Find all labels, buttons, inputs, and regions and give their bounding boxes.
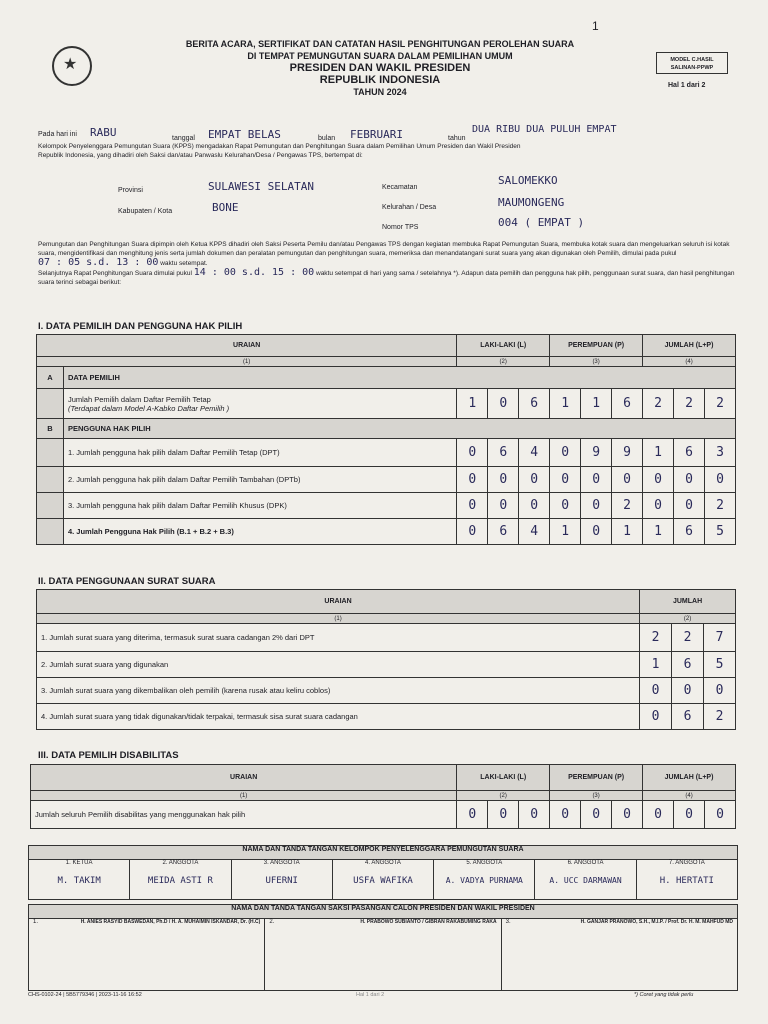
row-b3-label: 3. Jumlah pengguna hak pilih dalam Daftar Pemilih Khusus (DPK) bbox=[63, 493, 456, 519]
value-kelurahan: MAUMONGENG bbox=[498, 196, 565, 209]
digit-cell: 0 bbox=[643, 493, 674, 519]
sig-role: 4. ANGGOTA bbox=[365, 860, 401, 866]
saksi-no: 1. bbox=[33, 919, 39, 925]
digit-cell: 1 bbox=[643, 519, 674, 545]
digit-cell: 0 bbox=[640, 678, 672, 704]
digit-cell: 6 bbox=[672, 704, 704, 730]
th-num2: (2) bbox=[457, 357, 550, 367]
digit-cell: 2 bbox=[640, 624, 672, 652]
digit-cell: 1 bbox=[457, 389, 488, 419]
th-jumlah: JUMLAH (L+P) bbox=[643, 765, 736, 791]
digit-cell: 2 bbox=[674, 389, 705, 419]
digit-cell: 0 bbox=[488, 467, 519, 493]
value-kabupaten: BONE bbox=[212, 201, 239, 214]
digit-cell: 2 bbox=[704, 493, 735, 519]
digit-cell: 0 bbox=[612, 467, 643, 493]
digit-cell: 0 bbox=[457, 519, 488, 545]
digit-cell: 6 bbox=[488, 439, 519, 467]
digit-cell: 0 bbox=[581, 493, 612, 519]
table-disabilitas bbox=[30, 764, 736, 829]
sig-cell bbox=[636, 860, 737, 900]
digit-cell: 6 bbox=[488, 519, 519, 545]
th-uraian: URAIAN bbox=[37, 590, 640, 614]
label-tanggal: tanggal bbox=[172, 135, 195, 142]
label-provinsi: Provinsi bbox=[118, 187, 143, 194]
th-num4: (4) bbox=[643, 357, 736, 367]
saksi-paslon: H. GANJAR PRANOWO, S.H., M.I.P. / Prof. Dr. H. M. MAHFUD MD bbox=[580, 919, 733, 925]
digit-cell: 0 bbox=[457, 801, 488, 829]
section1-title: I. DATA PEMILIH DAN PENGGUNA HAK PILIH bbox=[38, 321, 243, 332]
saksi-cell bbox=[29, 919, 265, 991]
table-data-pemilih bbox=[36, 334, 736, 545]
digit-cell: 6 bbox=[519, 389, 550, 419]
table-row bbox=[31, 801, 736, 829]
row-ss4-label: 4. Jumlah surat suara yang tidak digunakan/tidak terpakai, termasuk sisa surat suara cadangan bbox=[37, 704, 640, 730]
th-num1: (1) bbox=[37, 357, 457, 367]
label-kecamatan: Kecamatan bbox=[382, 184, 418, 191]
table-saksi bbox=[28, 904, 738, 991]
sig-role: 2. ANGGOTA bbox=[162, 860, 199, 866]
digit-cell: 0 bbox=[519, 493, 550, 519]
footer-code: CHS-0102-24 | 5B5779346 | 2023-11-16 16:52 bbox=[28, 992, 142, 998]
header-line3: PRESIDEN DAN WAKIL PRESIDEN bbox=[289, 62, 471, 74]
header-line2: DI TEMPAT PEMUNGUTAN SUARA DALAM PEMILIHAN UMUM bbox=[247, 51, 513, 61]
digit-cell: 0 bbox=[457, 493, 488, 519]
paragraph-pemungutan bbox=[38, 240, 738, 287]
model-box: MODEL C.HASIL SALINAN-PPWP bbox=[656, 52, 728, 74]
value-hari: RABU bbox=[90, 126, 117, 139]
digit-cell: 0 bbox=[488, 493, 519, 519]
th-num3: (3) bbox=[550, 357, 643, 367]
digit-cell: 4 bbox=[519, 519, 550, 545]
digit-cell: 1 bbox=[612, 519, 643, 545]
digit-cell: 0 bbox=[519, 467, 550, 493]
label-bulan: bulan bbox=[318, 135, 336, 142]
digit-cell: 0 bbox=[581, 801, 612, 829]
digit-cell: 5 bbox=[704, 652, 736, 678]
digit-cell: 1 bbox=[643, 439, 674, 467]
para1-end: waktu setempat. bbox=[160, 260, 208, 267]
section-a-label: A bbox=[37, 367, 64, 389]
label-pada-hari: Pada hari ini bbox=[38, 131, 77, 138]
row-ss2-label: 2. Jumlah surat suara yang digunakan bbox=[37, 652, 640, 678]
intro-text1: Kelompok Penyelenggara Pemungutan Suara (KPPS) mengadakan Rapat Pemungutan dan Penghitungan Suara dalam Pemilihan Umum Presiden dan Wakil Presiden bbox=[38, 143, 521, 150]
th-num1: (1) bbox=[37, 614, 640, 624]
digit-cell: 4 bbox=[519, 439, 550, 467]
digit-cell: 0 bbox=[640, 704, 672, 730]
label-kelurahan: Kelurahan / Desa bbox=[382, 204, 437, 211]
digit-cell: 0 bbox=[612, 801, 643, 829]
value-time2: 14 : 00 s.d. 15 : 00 bbox=[193, 267, 315, 278]
saksi-no: 3. bbox=[505, 919, 511, 925]
th-perempuan: PEREMPUAN (P) bbox=[550, 335, 643, 357]
sig-role: 3. ANGGOTA bbox=[263, 860, 300, 866]
digit-cell: 0 bbox=[488, 801, 519, 829]
th-jumlah: JUMLAH (L+P) bbox=[643, 335, 736, 357]
sig-cell bbox=[434, 860, 535, 900]
section-b-label: B bbox=[37, 419, 64, 439]
digit-cell: 9 bbox=[612, 439, 643, 467]
digit-cell: 0 bbox=[704, 801, 735, 829]
digit-cell: 0 bbox=[674, 467, 705, 493]
header-line5: TAHUN 2024 bbox=[353, 87, 407, 97]
digit-cell: 1 bbox=[550, 389, 581, 419]
table-surat-suara bbox=[36, 589, 736, 730]
th-laki: LAKI-LAKI (L) bbox=[457, 765, 550, 791]
footer-page: Hal 1 dari 2 bbox=[356, 992, 385, 998]
digit-cell: 0 bbox=[672, 678, 704, 704]
row-ss3-label: 3. Jumlah surat suara yang dikembalikan oleh pemilih (karena rusak atau keliru coblos) bbox=[37, 678, 640, 704]
th-jumlah: JUMLAH bbox=[640, 590, 736, 614]
sig-cell bbox=[231, 860, 332, 900]
digit-cell: 0 bbox=[704, 678, 736, 704]
label-tps: Nomor TPS bbox=[382, 224, 419, 231]
digit-cell: 0 bbox=[581, 519, 612, 545]
table-row bbox=[37, 389, 736, 419]
digit-cell: 0 bbox=[674, 493, 705, 519]
digit-cell: 1 bbox=[550, 519, 581, 545]
saksi-paslon: H. PRABOWO SUBIANTO / GIBRAN RAKABUMING RAKA bbox=[360, 919, 497, 925]
value-bulan: FEBRUARI bbox=[350, 128, 403, 141]
sig-cell bbox=[29, 860, 130, 900]
kpu-logo-icon bbox=[52, 46, 92, 86]
table-row bbox=[37, 467, 736, 493]
intro-text2: Republik Indonesia, yang dihadiri oleh Saksi dan/atau Panwaslu Kelurahan/Desa / Pengawas TPS, bertempat di: bbox=[38, 152, 363, 159]
digit-cell: 7 bbox=[704, 624, 736, 652]
digit-cell: 1 bbox=[640, 652, 672, 678]
sig-name: UFERNI bbox=[265, 876, 298, 886]
th-laki: LAKI-LAKI (L) bbox=[457, 335, 550, 357]
digit-cell: 2 bbox=[643, 389, 674, 419]
header-line1: BERITA ACARA, SERTIFIKAT DAN CATATAN HASIL PENGHITUNGAN PEROLEHAN SUARA bbox=[185, 39, 575, 49]
page-indicator: Hal 1 dari 2 bbox=[668, 82, 706, 89]
value-tanggal: EMPAT BELAS bbox=[208, 128, 281, 141]
saksi-row bbox=[29, 919, 738, 991]
sig-name: H. HERTATI bbox=[659, 876, 714, 886]
sig-name: M. TAKIM bbox=[57, 876, 101, 886]
sig-cell bbox=[535, 860, 636, 900]
row-a-note: (Terdapat dalam Model A-Kabko Daftar Pemilih ) bbox=[67, 403, 230, 413]
th-num2: (2) bbox=[640, 614, 736, 624]
row-ss1-label: 1. Jumlah surat suara yang diterima, termasuk surat suara cadangan 2% dari DPT bbox=[37, 624, 640, 652]
table-row bbox=[37, 652, 736, 678]
value-provinsi: SULAWESI SELATAN bbox=[208, 180, 314, 193]
value-kecamatan: SALOMEKKO bbox=[498, 174, 558, 187]
sig-cell bbox=[332, 860, 433, 900]
digit-cell: 2 bbox=[704, 389, 735, 419]
sig-name: A. UCC DARMAWAN bbox=[549, 876, 622, 885]
value-tahun: DUA RIBU DUA PULUH EMPAT bbox=[472, 124, 617, 135]
table-row bbox=[37, 678, 736, 704]
digit-cell: 6 bbox=[674, 439, 705, 467]
footer-note: *) Coret yang tidak perlu bbox=[634, 992, 694, 998]
label-tahun: tahun bbox=[448, 135, 466, 142]
th-uraian: URAIAN bbox=[37, 335, 457, 357]
digit-cell: 0 bbox=[457, 439, 488, 467]
sig-cell bbox=[130, 860, 231, 900]
sig-role: 7. ANGGOTA bbox=[668, 860, 705, 866]
sig-role: 1. KETUA bbox=[65, 860, 93, 866]
th-num4: (4) bbox=[643, 791, 736, 801]
digit-cell: 2 bbox=[612, 493, 643, 519]
para2-text: Selanjutnya Rapat Penghitungan Suara dimulai pukul bbox=[38, 270, 192, 277]
row-disabilitas-label: Jumlah seluruh Pemilih disabilitas yang menggunakan hak pilih bbox=[31, 801, 457, 829]
digit-cell: 1 bbox=[581, 389, 612, 419]
section-b-title: PENGGUNA HAK PILIH bbox=[63, 419, 735, 439]
digit-cell: 6 bbox=[674, 519, 705, 545]
digit-cell: 0 bbox=[519, 801, 550, 829]
sig-name: MEIDA ASTI R bbox=[147, 876, 213, 886]
saksi-cell bbox=[501, 919, 737, 991]
digit-cell: 0 bbox=[550, 493, 581, 519]
row-b4-label: 4. Jumlah Pengguna Hak Pilih (B.1 + B.2 + B.3) bbox=[63, 519, 456, 545]
table-row bbox=[37, 493, 736, 519]
section-a-title: DATA PEMILIH bbox=[63, 367, 735, 389]
saksi-title: NAMA DAN TANDA TANGAN SAKSI PASANGAN CALON PRESIDEN DAN WAKIL PRESIDEN bbox=[29, 905, 738, 919]
saksi-cell bbox=[265, 919, 501, 991]
sig-name: A. VADYA PURNAMA bbox=[445, 876, 523, 885]
row-b2-label: 2. Jumlah pengguna hak pilih dalam Daftar Pemilih Tambahan (DPTb) bbox=[63, 467, 456, 493]
section3-title: III. DATA PEMILIH DISABILITAS bbox=[38, 750, 179, 761]
value-time1: 07 : 05 s.d. 13 : 00 bbox=[38, 257, 159, 268]
table-row bbox=[37, 704, 736, 730]
digit-cell: 5 bbox=[704, 519, 735, 545]
digit-cell: 6 bbox=[612, 389, 643, 419]
value-tps: 004 ( EMPAT ) bbox=[498, 216, 585, 229]
para1-text: Pemungutan dan Penghitungan Suara dipimpin oleh Ketua KPPS dihadiri oleh Saksi Peserta Pemilu dan/atau Pengawas TPS dengan kegiatan membuka Rapat Pemungutan Suara, membuka kotak suara dan mengeluarkan seluruh isi kotak suara, mengidentifikasi dan menghitung jenis serta jumlah dokumen dan peralatan pemungutan dan penghitungan suara, memeriksa dan menandatangani surat suara yang akan digunakan oleh Pemilih, dimulai pada pukul bbox=[38, 241, 730, 257]
digit-cell: 0 bbox=[550, 801, 581, 829]
digit-cell: 0 bbox=[457, 467, 488, 493]
saksi-no: 2. bbox=[269, 919, 275, 925]
table-row bbox=[37, 519, 736, 545]
digit-cell: 6 bbox=[672, 652, 704, 678]
digit-cell: 3 bbox=[704, 439, 735, 467]
saksi-paslon: H. ANIES RASYID BASWEDAN, Ph.D / H. A. MUHAIMIN ISKANDAR, Dr. (H.C) bbox=[80, 919, 261, 925]
para2-end: waktu setempat di hari yang sama / setelahnya *). Adapun data pemilih dan pengguna hak pilih, penggunaan surat suara, dan hasil penghitungan suara terinci sebagai berikut: bbox=[38, 270, 735, 286]
digit-cell: 0 bbox=[550, 467, 581, 493]
row-a-text: Jumlah Pemilih dalam Daftar Pemilih Tetap bbox=[67, 394, 211, 404]
handwritten-mark: 1 bbox=[592, 19, 599, 33]
document-header bbox=[130, 38, 630, 98]
digit-cell: 2 bbox=[704, 704, 736, 730]
th-num3: (3) bbox=[550, 791, 643, 801]
digit-cell: 0 bbox=[704, 467, 735, 493]
digit-cell: 0 bbox=[550, 439, 581, 467]
digit-cell: 0 bbox=[643, 467, 674, 493]
table-tanda-tangan bbox=[28, 845, 738, 900]
table-row bbox=[37, 439, 736, 467]
sig-row bbox=[29, 860, 738, 900]
digit-cell: 0 bbox=[581, 467, 612, 493]
row-a-label bbox=[63, 389, 456, 419]
row-b1-label: 1. Jumlah pengguna hak pilih dalam Daftar Pemilih Tetap (DPT) bbox=[63, 439, 456, 467]
sig-title: NAMA DAN TANDA TANGAN KELOMPOK PENYELENGGARA PEMUNGUTAN SUARA bbox=[29, 846, 738, 860]
digit-cell: 9 bbox=[581, 439, 612, 467]
section2-title: II. DATA PENGGUNAAN SURAT SUARA bbox=[38, 576, 216, 587]
header-line4: REPUBLIK INDONESIA bbox=[319, 74, 441, 86]
digit-cell: 0 bbox=[643, 801, 674, 829]
th-num1: (1) bbox=[31, 791, 457, 801]
th-perempuan: PEREMPUAN (P) bbox=[550, 765, 643, 791]
digit-cell: 2 bbox=[672, 624, 704, 652]
sig-role: 6. ANGGOTA bbox=[567, 860, 604, 866]
table-row bbox=[37, 624, 736, 652]
sig-role: 5. ANGGOTA bbox=[466, 860, 503, 866]
digit-cell: 0 bbox=[488, 389, 519, 419]
th-uraian: URAIAN bbox=[31, 765, 457, 791]
th-num2: (2) bbox=[457, 791, 550, 801]
label-kabupaten: Kabupaten / Kota bbox=[118, 208, 173, 215]
digit-cell: 0 bbox=[674, 801, 705, 829]
sig-name: USFA WAFIKA bbox=[353, 876, 413, 886]
